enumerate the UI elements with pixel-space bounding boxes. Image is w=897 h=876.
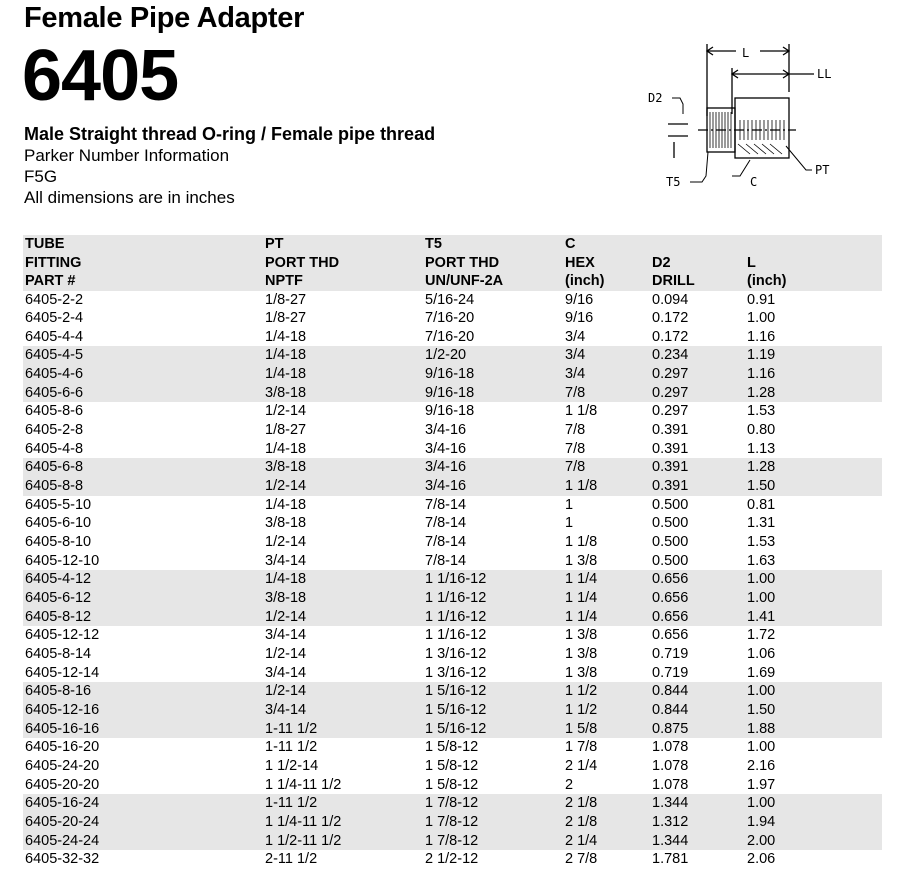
cell-part-number: 6405-6-10: [25, 515, 92, 532]
cell-part-number: 6405-2-8: [25, 422, 84, 439]
cell-length: 1.50: [745, 701, 882, 720]
cell-part-number: 6405-16-16: [23, 720, 263, 739]
table-header-row: [23, 235, 882, 291]
table-row: [23, 570, 882, 589]
label-c: C: [750, 175, 758, 189]
cell-pt-thread: 3/8-18: [263, 384, 423, 403]
cell-pt-thread: 1-11 1/2: [263, 720, 423, 739]
cell-d2-drill: 0.172: [652, 310, 689, 327]
cell-t5-thread: 1 1/16-12: [423, 570, 563, 589]
cell-t5-thread: 1 5/16-12: [423, 720, 563, 739]
cell-t5-thread: 1 7/8-12: [423, 813, 563, 832]
subtitle: Male Straight thread O-ring / Female pipe thread: [24, 124, 436, 144]
table-row: [23, 776, 882, 795]
cell-length: 1.19: [745, 346, 882, 365]
cell-d2-drill: 1.344: [650, 794, 745, 813]
cell-length: 1.00: [745, 570, 882, 589]
cell-part-number: 6405-12-14: [25, 664, 100, 681]
cell-part-number: 6405-12-16: [23, 701, 263, 720]
cell-part-number: 6405-8-12: [23, 608, 263, 627]
table-row: [23, 533, 882, 552]
header-d2-drill: D2 DRILL: [650, 235, 745, 291]
cell-d2-drill: 0.719: [652, 664, 689, 681]
cell-d2-drill: 0.875: [650, 720, 745, 739]
cell-d2-drill: 0.297: [650, 384, 745, 403]
cell-hex: 1 5/8: [563, 720, 650, 739]
table-row: [23, 440, 882, 459]
cell-part-number: 6405-20-20: [25, 776, 100, 793]
cell-part-number: 6405-4-5: [23, 346, 263, 365]
cell-part-number: 6405-2-2: [25, 291, 84, 308]
table-row: [23, 309, 882, 328]
table-row: [23, 477, 882, 496]
cell-length: 1.63: [747, 552, 776, 569]
cell-pt-thread: 3/8-18: [265, 515, 307, 532]
table-row: [23, 701, 882, 720]
cell-hex: 1 1/8: [565, 534, 598, 551]
cell-hex: 1 1/8: [563, 477, 650, 496]
cell-d2-drill: 0.500: [652, 552, 689, 569]
cell-hex: 2 1/8: [563, 813, 650, 832]
cell-d2-drill: 0.844: [650, 701, 745, 720]
cell-length: 1.97: [747, 776, 776, 793]
cell-d2-drill: 0.297: [650, 365, 745, 384]
label-t5: T5: [666, 175, 681, 189]
table-row: [23, 664, 882, 683]
cell-length: 1.88: [745, 720, 882, 739]
cell-part-number: 6405-12-10: [25, 552, 100, 569]
cell-length: 1.94: [745, 813, 882, 832]
cell-hex: 1 3/8: [565, 552, 598, 569]
cell-part-number: 6405-8-14: [25, 645, 92, 662]
cell-hex: 1 1/4: [563, 608, 650, 627]
cell-part-number: 6405-8-16: [23, 682, 263, 701]
dimension-table: [23, 235, 882, 869]
cell-pt-thread: 1 1/4-11 1/2: [265, 776, 342, 793]
cell-d2-drill: 1.312: [650, 813, 745, 832]
cell-d2-drill: 0.094: [652, 291, 689, 308]
header-l-length: L (inch): [745, 235, 882, 291]
cell-t5-thread: 1 5/8-12: [425, 739, 479, 756]
cell-part-number: 6405-6-12: [23, 589, 263, 608]
cell-hex: 2: [565, 776, 574, 793]
cell-t5-thread: 9/16-18: [423, 384, 563, 403]
cell-pt-thread: 1/2-14: [265, 534, 307, 551]
cell-length: 1.53: [747, 403, 776, 420]
cell-pt-thread: 3/4-14: [265, 664, 307, 681]
cell-pt-thread: 1-11 1/2: [265, 739, 318, 756]
label-ll: LL: [817, 67, 832, 81]
fitting-diagram: [628, 36, 888, 206]
cell-length: 1.00: [745, 682, 882, 701]
cell-length: 2.16: [747, 757, 776, 774]
cell-hex: 1: [565, 515, 574, 532]
cell-part-number: 6405-5-10: [25, 496, 92, 513]
table-row: [23, 384, 882, 403]
cell-hex: 3/4: [563, 365, 650, 384]
cell-d2-drill: 0.500: [652, 515, 689, 532]
cell-t5-thread: 3/4-16: [425, 422, 467, 439]
cell-hex: 2 1/4: [563, 832, 650, 851]
table-row: [23, 496, 882, 515]
cell-t5-thread: 1 5/8-12: [425, 776, 479, 793]
cell-t5-thread: 7/16-20: [425, 328, 475, 345]
table-row: [23, 720, 882, 739]
cell-length: 1.16: [745, 365, 882, 384]
cell-hex: 1 1/4: [563, 570, 650, 589]
header-part-number: TUBE FITTING PART #: [23, 235, 263, 291]
cell-pt-thread: 3/4-14: [265, 552, 307, 569]
cell-t5-thread: 7/8-14: [425, 496, 467, 513]
cell-pt-thread: 1/4-18: [263, 570, 423, 589]
cell-length: 2.06: [747, 851, 776, 868]
info-code: F5G: [24, 167, 58, 186]
cell-t5-thread: 1 1/16-12: [425, 627, 487, 644]
cell-hex: 7/8: [563, 384, 650, 403]
cell-t5-thread: 1/2-20: [423, 346, 563, 365]
header-t5-port-thread: T5 PORT THD UN/UNF-2A: [423, 235, 563, 291]
cell-length: 1.00: [745, 589, 882, 608]
cell-hex: 9/16: [565, 291, 594, 308]
cell-t5-thread: 1 3/16-12: [425, 645, 487, 662]
cell-hex: 7/8: [565, 440, 586, 457]
cell-d2-drill: 0.844: [650, 682, 745, 701]
table-row: [23, 291, 882, 310]
cell-d2-drill: 1.078: [652, 776, 689, 793]
cell-hex: 1 1/2: [563, 682, 650, 701]
cell-hex: 2 7/8: [565, 851, 598, 868]
cell-d2-drill: 1.078: [652, 757, 689, 774]
cell-length: 0.80: [747, 422, 776, 439]
cell-length: 1.28: [745, 458, 882, 477]
info-parker-number: Parker Number Information: [24, 146, 230, 165]
cell-part-number: 6405-32-32: [25, 851, 100, 868]
cell-pt-thread: 1/4-18: [265, 328, 307, 345]
cell-hex: 1 3/8: [565, 627, 598, 644]
cell-length: 1.72: [747, 627, 776, 644]
cell-part-number: 6405-2-4: [25, 310, 84, 327]
table-row: [23, 794, 882, 813]
table-row: [23, 346, 882, 365]
cell-pt-thread: 1/8-27: [265, 310, 307, 327]
cell-part-number: 6405-16-24: [23, 794, 263, 813]
cell-d2-drill: 0.391: [652, 440, 689, 457]
cell-t5-thread: 7/8-14: [425, 552, 467, 569]
cell-pt-thread: 1/4-18: [263, 346, 423, 365]
cell-length: 1.31: [747, 515, 776, 532]
cell-part-number: 6405-8-8: [23, 477, 263, 496]
table-row: [23, 365, 882, 384]
cell-t5-thread: 3/4-16: [423, 458, 563, 477]
cell-part-number: 6405-4-4: [25, 328, 84, 345]
label-l: L: [742, 46, 750, 60]
table-row: [23, 832, 882, 851]
cell-d2-drill: 0.391: [650, 458, 745, 477]
cell-d2-drill: 0.719: [652, 645, 689, 662]
cell-length: 0.91: [747, 291, 776, 308]
label-pt: PT: [815, 163, 830, 177]
cell-t5-thread: 7/8-14: [425, 534, 467, 551]
page-title: Female Pipe Adapter: [24, 2, 305, 34]
cell-d2-drill: 0.172: [652, 328, 689, 345]
cell-length: 1.53: [747, 534, 776, 551]
cell-length: 1.28: [745, 384, 882, 403]
cell-pt-thread: 1/4-18: [265, 440, 307, 457]
table-row: [23, 514, 882, 533]
cell-hex: 9/16: [565, 310, 594, 327]
cell-pt-thread: 3/8-18: [263, 589, 423, 608]
cell-d2-drill: 0.234: [650, 346, 745, 365]
cell-t5-thread: 9/16-18: [423, 365, 563, 384]
cell-pt-thread: 1 1/2-11 1/2: [263, 832, 423, 851]
cell-hex: 7/8: [565, 422, 586, 439]
cell-d2-drill: 1.344: [650, 832, 745, 851]
table-row: [23, 328, 882, 347]
cell-pt-thread: 1/2-14: [263, 682, 423, 701]
cell-t5-thread: 1 5/16-12: [423, 701, 563, 720]
table-row: [23, 813, 882, 832]
table-row: [23, 757, 882, 776]
cell-length: 1.50: [745, 477, 882, 496]
table-row: [23, 608, 882, 627]
cell-pt-thread: 1/4-18: [265, 496, 307, 513]
header-c-hex: C HEX (inch): [563, 235, 650, 291]
cell-part-number: 6405-4-12: [23, 570, 263, 589]
cell-pt-thread: 1 1/4-11 1/2: [263, 813, 423, 832]
header-pt-port-thread: PT PORT THD NPTF: [263, 235, 423, 291]
cell-d2-drill: 0.656: [652, 627, 689, 644]
model-number: 6405: [22, 36, 179, 116]
cell-t5-thread: 7/8-14: [425, 515, 467, 532]
cell-t5-thread: 1 5/8-12: [425, 757, 479, 774]
table-row: [23, 645, 882, 664]
cell-d2-drill: 0.656: [650, 608, 745, 627]
cell-hex: 2 1/4: [565, 757, 598, 774]
label-d2: D2: [648, 91, 663, 105]
cell-t5-thread: 2 1/2-12: [425, 851, 479, 868]
cell-pt-thread: 2-11 1/2: [265, 851, 318, 868]
cell-hex: 3/4: [565, 328, 586, 345]
cell-t5-thread: 1 5/16-12: [423, 682, 563, 701]
cell-length: 1.41: [745, 608, 882, 627]
cell-length: 1.16: [747, 328, 776, 345]
cell-part-number: 6405-4-8: [25, 440, 84, 457]
cell-d2-drill: 0.656: [650, 570, 745, 589]
cell-hex: 1 3/8: [565, 664, 598, 681]
cell-d2-drill: 1.781: [652, 851, 689, 868]
cell-pt-thread: 3/4-14: [263, 701, 423, 720]
cell-t5-thread: 9/16-18: [425, 403, 475, 420]
cell-part-number: 6405-6-8: [23, 458, 263, 477]
cell-t5-thread: 1 3/16-12: [425, 664, 487, 681]
table-row: [23, 421, 882, 440]
cell-t5-thread: 7/16-20: [425, 310, 475, 327]
cell-hex: 1: [565, 496, 574, 513]
table-row: [23, 626, 882, 645]
cell-hex: 1 7/8: [565, 739, 598, 756]
cell-d2-drill: 0.656: [650, 589, 745, 608]
cell-t5-thread: 1 7/8-12: [423, 794, 563, 813]
cell-t5-thread: 1 7/8-12: [423, 832, 563, 851]
cell-part-number: 6405-8-6: [25, 403, 84, 420]
cell-length: 0.81: [747, 496, 776, 513]
cell-length: 1.69: [747, 664, 776, 681]
cell-length: 1.13: [747, 440, 776, 457]
table-row: [23, 850, 882, 869]
cell-pt-thread: 1/2-14: [265, 645, 307, 662]
cell-length: 1.06: [747, 645, 776, 662]
cell-part-number: 6405-24-24: [23, 832, 263, 851]
cell-part-number: 6405-16-20: [25, 739, 100, 756]
cell-pt-thread: 3/4-14: [265, 627, 307, 644]
cell-pt-thread: 1/4-18: [263, 365, 423, 384]
cell-d2-drill: 0.391: [650, 477, 745, 496]
cell-part-number: 6405-4-6: [23, 365, 263, 384]
cell-hex: 7/8: [563, 458, 650, 477]
cell-d2-drill: 0.500: [652, 496, 689, 513]
cell-part-number: 6405-8-10: [25, 534, 92, 551]
cell-length: 1.00: [747, 739, 776, 756]
cell-d2-drill: 1.078: [652, 739, 689, 756]
cell-part-number: 6405-12-12: [25, 627, 100, 644]
cell-pt-thread: 1/2-14: [263, 608, 423, 627]
cell-pt-thread: 1/8-27: [265, 422, 307, 439]
cell-t5-thread: 3/4-16: [425, 440, 467, 457]
cell-t5-thread: 1 1/16-12: [423, 608, 563, 627]
cell-length: 1.00: [745, 794, 882, 813]
cell-length: 1.00: [747, 310, 776, 327]
cell-hex: 1 1/2: [563, 701, 650, 720]
cell-t5-thread: 5/16-24: [425, 291, 475, 308]
cell-pt-thread: 3/8-18: [263, 458, 423, 477]
cell-pt-thread: 1-11 1/2: [263, 794, 423, 813]
cell-pt-thread: 1 1/2-14: [265, 757, 319, 774]
cell-d2-drill: 0.391: [652, 422, 689, 439]
cell-hex: 1 1/8: [565, 403, 598, 420]
cell-part-number: 6405-6-6: [23, 384, 263, 403]
cell-pt-thread: 1/2-14: [263, 477, 423, 496]
cell-part-number: 6405-24-20: [25, 757, 100, 774]
cell-t5-thread: 1 1/16-12: [423, 589, 563, 608]
cell-pt-thread: 1/8-27: [265, 291, 307, 308]
cell-hex: 1 1/4: [563, 589, 650, 608]
table-row: [23, 458, 882, 477]
cell-t5-thread: 3/4-16: [423, 477, 563, 496]
table-row: [23, 402, 882, 421]
table-row: [23, 589, 882, 608]
cell-hex: 2 1/8: [563, 794, 650, 813]
cell-pt-thread: 1/2-14: [265, 403, 307, 420]
info-units: All dimensions are in inches: [24, 188, 235, 207]
cell-hex: 1 3/8: [565, 645, 598, 662]
cell-hex: 3/4: [563, 346, 650, 365]
cell-length: 2.00: [745, 832, 882, 851]
table-row: [23, 552, 882, 571]
cell-part-number: 6405-20-24: [23, 813, 263, 832]
table-row: [23, 682, 882, 701]
cell-d2-drill: 0.500: [652, 534, 689, 551]
cell-d2-drill: 0.297: [652, 403, 689, 420]
table-row: [23, 738, 882, 757]
